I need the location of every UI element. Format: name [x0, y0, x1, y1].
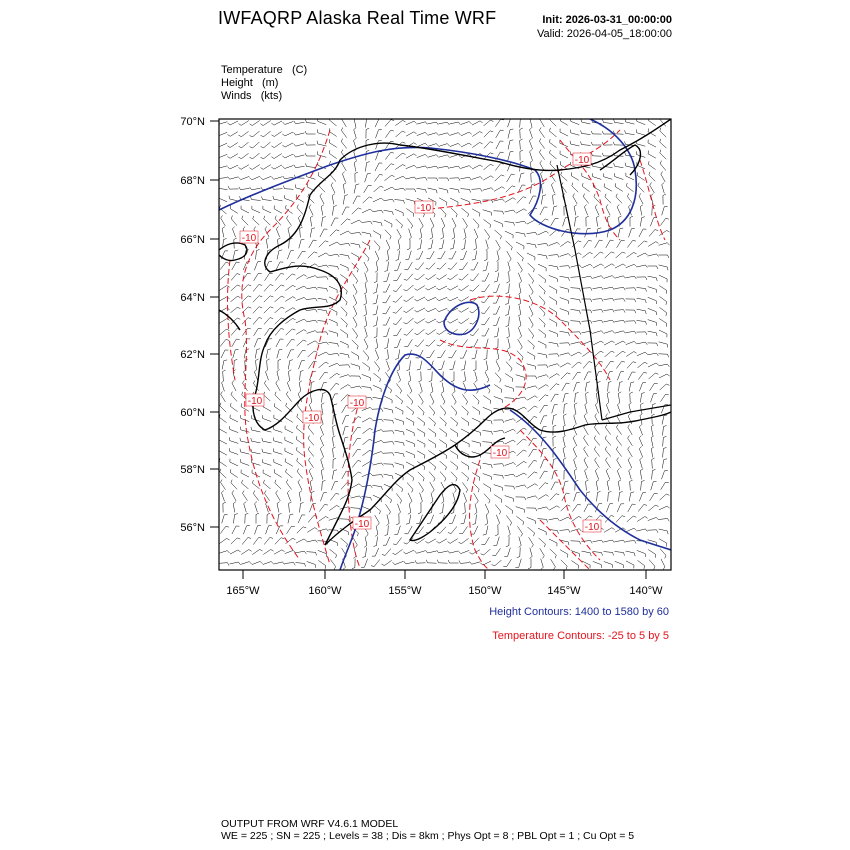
map-title: IWFAQRP Alaska Real Time WRF: [218, 8, 497, 28]
contour-label: [491, 446, 509, 459]
wind-barb-field: [216, 116, 669, 569]
contour-label: [303, 411, 321, 424]
lat-label-56: 56°N: [180, 522, 205, 534]
lon-ticks: [243, 570, 646, 579]
model-footer: [221, 818, 634, 842]
contour-label: [240, 231, 258, 244]
footer-line-2: WE = 225 ; SN = 225 ; Levels = 38 ; Dis = 8km ; Phys Opt = 8 ; PBL Opt = 1 ; Cu Opt = 5: [221, 830, 635, 842]
svg-text:-10: -10: [354, 519, 370, 530]
lat-label-70: 70°N: [180, 116, 205, 128]
valid-time: Valid: 2026-04-05_18:00:00: [537, 28, 672, 40]
lat-ticks: [210, 121, 219, 527]
lat-label-66: 66°N: [180, 234, 205, 246]
contour-label: [573, 153, 591, 166]
svg-text:-10: -10: [584, 522, 600, 533]
contour-label: [353, 517, 371, 530]
lon-label-165: 165°W: [226, 585, 260, 597]
height-contours: [219, 119, 671, 570]
lon-label-140: 140°W: [629, 585, 663, 597]
contour-label: [348, 396, 366, 409]
lat-label-64: 64°N: [180, 292, 205, 304]
svg-text:-10: -10: [574, 155, 590, 166]
borders: [557, 165, 671, 420]
lat-label-60: 60°N: [180, 407, 205, 419]
footer-line-1: OUTPUT FROM WRF V4.6.1 MODEL: [221, 818, 399, 830]
init-time: Init: 2026-03-31_00:00:00: [542, 14, 672, 26]
svg-text:-10: -10: [241, 233, 257, 244]
contour-label: [246, 394, 264, 407]
plot-frame: [219, 119, 671, 570]
height-contour-legend: Height Contours: 1400 to 1580 by 60: [489, 606, 669, 618]
lon-labels: [226, 585, 663, 597]
lon-label-160: 160°W: [308, 585, 342, 597]
temperature-contour-legend: Temperature Contours: -25 to 5 by 5: [492, 630, 669, 642]
field-winds: Winds (kts): [221, 90, 283, 102]
contour-label: [583, 520, 601, 533]
lat-label-62: 62°N: [180, 349, 205, 361]
svg-text:-10: -10: [304, 413, 320, 424]
svg-text:-10: -10: [492, 448, 508, 459]
lon-label-155: 155°W: [388, 585, 422, 597]
field-temperature: Temperature (C): [221, 64, 308, 76]
contour-label: [415, 201, 433, 214]
lon-label-150: 150°W: [468, 585, 502, 597]
svg-text:-10: -10: [349, 398, 365, 409]
lat-label-58: 58°N: [180, 464, 205, 476]
lat-label-68: 68°N: [180, 175, 205, 187]
contour-labels: [240, 153, 601, 533]
field-height: Height (m): [221, 77, 279, 89]
wind-barbs: [216, 116, 669, 569]
lon-label-145: 145°W: [547, 585, 581, 597]
svg-text:-10: -10: [247, 396, 263, 407]
svg-text:-10: -10: [416, 203, 432, 214]
lat-labels: [180, 116, 205, 534]
